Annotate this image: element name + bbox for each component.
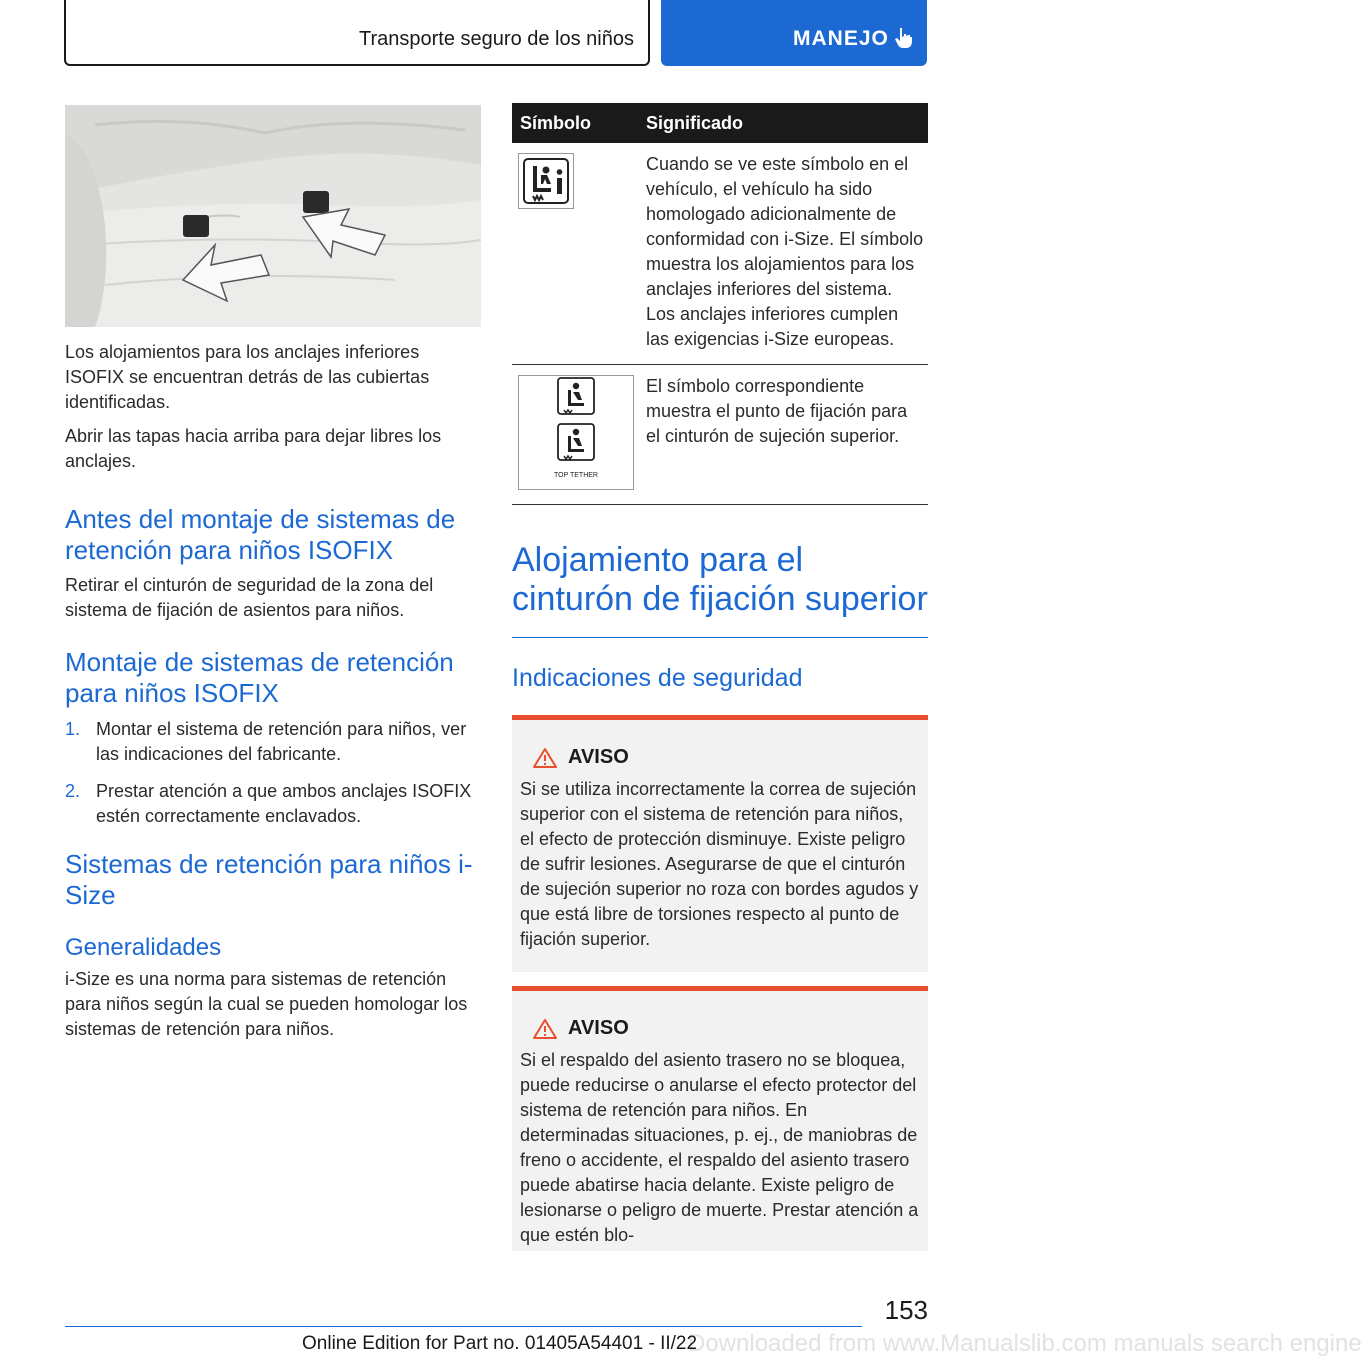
paragraph-retirar-cinturon: Retirar el cinturón de seguridad de la zona del sistema de fijación de asientos para niños.	[65, 575, 434, 620]
top-tether-caption: TOP TETHER	[554, 471, 598, 479]
warning-triangle-icon	[532, 747, 558, 769]
col-header-meaning: Significado	[634, 103, 928, 143]
section-title: Transporte seguro de los niños	[359, 28, 634, 50]
meaning-isize: Cuando se ve este símbolo en el vehículo, el vehículo ha sido homologado adicionalmente de conformidad con i-Size. El símbolo muestra los alojamientos para los anclajes inferiores del sistema. Los anclajes inferiores cumplen las exigencias i-Size europeas.	[634, 143, 928, 365]
table-row	[512, 365, 928, 505]
symbol-table	[512, 103, 928, 505]
right-column	[512, 103, 928, 1251]
heading-montaje: Montaje de sistemas de retención para niños ISOFIX	[65, 647, 454, 708]
heading-antes-montaje: Antes del montaje de sistemas de retención para niños ISOFIX	[65, 504, 456, 565]
footer-rule	[65, 1326, 862, 1327]
warning-text: Si se utiliza incorrectamente la correa de sujeción superior con el sistema de retención para niños, el efecto de protección disminuye. Existe peligro de sufrir lesiones. Asegurarse de que el cinturón de sujeción superior no roza con bordes agudos y que está libre de torsiones respecto al punto de fijación superior.	[520, 779, 919, 949]
heading-underline	[512, 637, 928, 638]
paragraph-abrir-tapas: Abrir las tapas hacia arriba para dejar libres los anclajes.	[65, 426, 442, 471]
heading-isize: Sistemas de retención para niños i-Size	[65, 849, 473, 910]
footer-edition: Online Edition for Part no. 01405A54401 - II/22	[302, 1333, 698, 1354]
paragraph-isize-norma: i-Size es una norma para sistemas de retención para niños según la cual se pueden homologar los sistemas de retención para niños.	[65, 969, 468, 1039]
isize-symbol-icon	[518, 153, 574, 209]
top-tether-symbol-icon	[518, 375, 634, 490]
table-row	[512, 143, 928, 365]
heading-alojamiento-cinturon: Alojamiento para el cinturón de fijación superior	[512, 541, 928, 618]
col-header-symbol: Símbolo	[512, 103, 634, 143]
list-item: 2. Prestar atención a que ambos anclajes ISOFIX estén correctamente enclavados.	[65, 781, 472, 826]
isofix-seat-photo	[65, 105, 481, 327]
warning-triangle-icon	[532, 1018, 558, 1040]
steering-hand-icon	[891, 24, 919, 52]
warning-title: AVISO	[568, 746, 629, 768]
warning-box-2	[512, 986, 928, 1251]
left-column	[65, 105, 481, 1042]
heading-indicaciones-seguridad: Indicaciones de seguridad	[512, 664, 803, 692]
warning-text: Si el respaldo del asiento trasero no se bloquea, puede reducirse o anularse el efecto protector del sistema de retención para niños. En determinadas situaciones, p. ej., de maniobras de freno o accidente, el respaldo del asiento trasero puede abatirse hacia delante. Existe peligro de lesionarse o peligro de muerte. Prestar atención a que estén blo-	[520, 1050, 919, 1245]
watermark: Downloaded from www.Manualslib.com manuals search engine	[688, 1330, 1362, 1357]
meaning-top-tether: El símbolo correspondiente muestra el punto de fijación para el cinturón de sujeción superior.	[634, 365, 928, 505]
warning-title: AVISO	[568, 1017, 629, 1039]
warning-box-1	[512, 715, 928, 972]
paragraph-alojamientos: Los alojamientos para los anclajes inferiores ISOFIX se encuentran detrás de las cubiertas identificadas.	[65, 342, 430, 412]
page-number: 153	[884, 1295, 928, 1325]
steps-list	[65, 717, 481, 829]
list-item: 1. Montar el sistema de retención para niños, ver las indicaciones del fabricante.	[65, 719, 467, 764]
heading-generalidades: Generalidades	[65, 934, 222, 961]
chapter-label: MANEJO	[793, 27, 889, 50]
header-chapter-tab	[661, 0, 927, 66]
header-section-tab	[64, 0, 650, 66]
